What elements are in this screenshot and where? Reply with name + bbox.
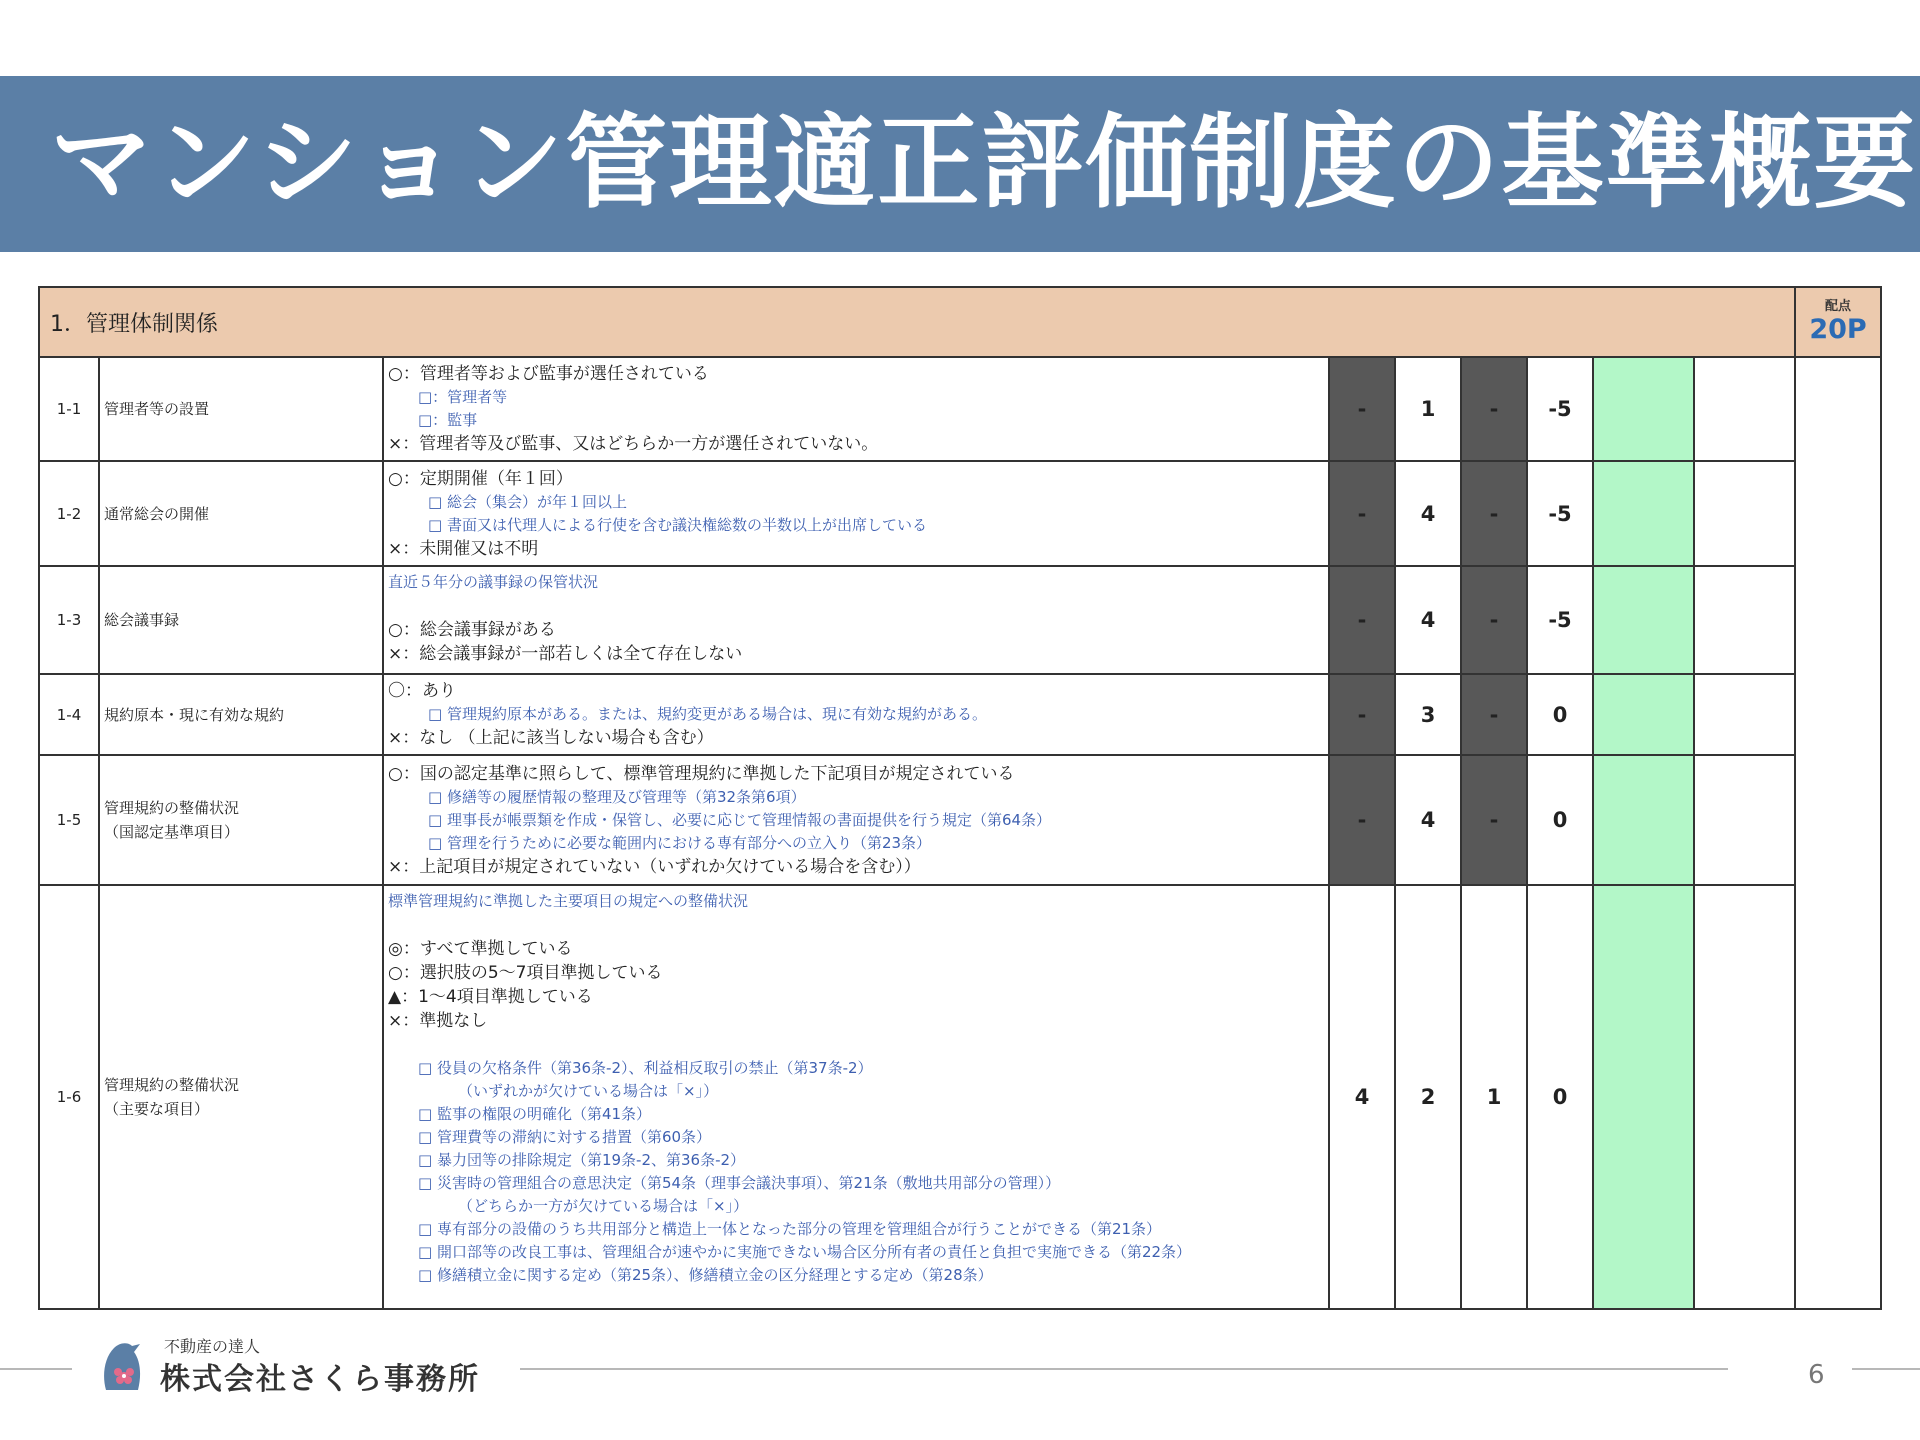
criteria-line: ×：上記項目が規定されていない（いずれか欠けている場合を含む）） bbox=[388, 856, 921, 877]
score-cell: - bbox=[1329, 674, 1395, 755]
criteria-line: ○：管理者等および監事が選任されている bbox=[388, 364, 709, 384]
criteria-row bbox=[39, 755, 1881, 885]
score-cell: - bbox=[1329, 755, 1395, 885]
criteria-table-wrap bbox=[38, 286, 1880, 1308]
criteria-line: ×：準拠なし bbox=[388, 1011, 488, 1031]
criteria-header: 標準管理規約に準拠した主要項目の規定への整備状況 bbox=[388, 892, 749, 910]
evaluation-blank-cell bbox=[1694, 885, 1795, 1309]
evaluation-blank-cell bbox=[1694, 755, 1795, 885]
score-cell: - bbox=[1461, 461, 1527, 566]
score-cell: - bbox=[1329, 357, 1395, 461]
criteria-name-cell bbox=[99, 461, 383, 566]
evaluation-blank-cell bbox=[1694, 674, 1795, 755]
score-cell: - bbox=[1461, 755, 1527, 885]
criteria-line: □ 監事の権限の明確化（第41条） bbox=[418, 1105, 652, 1123]
criteria-line: （いずれかが欠けている場合は「×」） bbox=[458, 1082, 719, 1100]
criteria-id: 1-3 bbox=[39, 566, 99, 674]
criteria-name-cell bbox=[99, 674, 383, 755]
criteria-line: □ 役員の欠格条件（第36条-2）、利益相反取引の禁止（第37条-2） bbox=[418, 1059, 873, 1077]
evaluation-green-cell bbox=[1593, 755, 1694, 885]
criteria-name: 管理者等の設置 bbox=[104, 400, 210, 418]
criteria-name-cell bbox=[99, 755, 383, 885]
criteria-detail-cell bbox=[383, 566, 1329, 674]
criteria-detail-cell bbox=[383, 461, 1329, 566]
evaluation-blank-cell bbox=[1694, 566, 1795, 674]
criteria-line: ○：総会議事録がある bbox=[388, 620, 556, 640]
criteria-name: 管理規約の整備状況 bbox=[104, 1076, 240, 1094]
points-label: 配点 bbox=[1824, 299, 1851, 314]
criteria-table bbox=[38, 286, 1882, 1310]
score-cell: -5 bbox=[1527, 566, 1593, 674]
criteria-id: 1-5 bbox=[39, 755, 99, 885]
score-cell: 1 bbox=[1395, 357, 1461, 461]
spacer bbox=[388, 594, 1324, 618]
criteria-line: □ 総会（集会）が年１回以上 bbox=[428, 492, 627, 511]
criteria-line: □：管理者等 bbox=[418, 388, 508, 406]
criteria-header: 直近５年分の議事録の保管状況 bbox=[388, 573, 599, 591]
points-value: 20P bbox=[1809, 314, 1867, 345]
footer-rule-right bbox=[1852, 1368, 1920, 1370]
evaluation-blank-cell bbox=[1694, 357, 1795, 461]
logo-subtitle: 不動産の達人 bbox=[164, 1337, 261, 1356]
criteria-line: □ 理事長が帳票類を作成・保管し、必要に応じて管理情報の書面提供を行う規定（第64条） bbox=[428, 810, 1052, 829]
score-cell: - bbox=[1329, 566, 1395, 674]
criteria-line: □ 管理を行うために必要な範囲内における専有部分への立入り（第23条） bbox=[428, 833, 932, 852]
criteria-name: 通常総会の開催 bbox=[104, 504, 210, 523]
criteria-row bbox=[39, 566, 1881, 674]
criteria-line: □ 修繕積立金に関する定め（第25条）、修繕積立金の区分経理とする定め（第28条） bbox=[418, 1266, 993, 1284]
criteria-id: 1-1 bbox=[39, 357, 99, 461]
score-cell: - bbox=[1329, 461, 1395, 566]
spacer bbox=[388, 913, 1324, 937]
score-cell: 1 bbox=[1461, 885, 1527, 1309]
score-cell: -5 bbox=[1527, 357, 1593, 461]
criteria-detail-cell bbox=[383, 674, 1329, 755]
criteria-line: 〇：あり bbox=[388, 681, 456, 701]
score-cell: 0 bbox=[1527, 674, 1593, 755]
criteria-line: □ 専有部分の設備のうち共用部分と構造上一体となった部分の管理を管理組合が行うことができる（第21条） bbox=[418, 1220, 1162, 1238]
score-cell: 4 bbox=[1395, 566, 1461, 674]
criteria-name: 規約原本・現に有効な規約 bbox=[104, 705, 285, 724]
score-cell: 3 bbox=[1395, 674, 1461, 755]
criteria-row bbox=[39, 674, 1881, 755]
criteria-row bbox=[39, 461, 1881, 566]
evaluation-blank-cell bbox=[1694, 461, 1795, 566]
score-cell: 4 bbox=[1395, 461, 1461, 566]
criteria-line: □ 管理費等の滞納に対する措置（第60条） bbox=[418, 1128, 712, 1146]
criteria-id: 1-6 bbox=[39, 885, 99, 1309]
criteria-line: ○：定期開催（年１回） bbox=[388, 468, 573, 489]
evaluation-green-cell bbox=[1593, 461, 1694, 566]
criteria-detail-cell bbox=[383, 357, 1329, 461]
section-title-cell bbox=[39, 287, 1795, 357]
section-title: 1．管理体制関係 bbox=[50, 311, 218, 337]
score-cell: - bbox=[1461, 357, 1527, 461]
criteria-line: ▲：1～4項目準拠している bbox=[388, 987, 593, 1007]
footer-rule-left bbox=[0, 1368, 72, 1370]
criteria-line: ×：管理者等及び監事、又はどちらか一方が選任されていない。 bbox=[388, 434, 879, 454]
criteria-line: （どちらか一方が欠けている場合は「×」） bbox=[458, 1197, 749, 1215]
title-bar bbox=[0, 76, 1920, 252]
company-logo bbox=[100, 1334, 530, 1397]
criteria-line: □ 管理規約原本がある。または、規約変更がある場合は、現に有効な規約がある。 bbox=[428, 705, 987, 723]
criteria-line: □ 書面又は代理人による行使を含む議決権総数の半数以上が出席している bbox=[428, 515, 927, 534]
points-column-cell bbox=[1795, 357, 1881, 1309]
score-cell: - bbox=[1461, 566, 1527, 674]
evaluation-green-cell bbox=[1593, 885, 1694, 1309]
score-cell: 4 bbox=[1329, 885, 1395, 1309]
score-cell: 0 bbox=[1527, 755, 1593, 885]
spacer bbox=[388, 1033, 1324, 1057]
score-cell: -5 bbox=[1527, 461, 1593, 566]
page-title: マンション管理適正評価制度の基準概要 bbox=[50, 104, 1918, 223]
score-cell: 2 bbox=[1395, 885, 1461, 1309]
logo-company-name: 株式会社さくら事務所 bbox=[160, 1362, 480, 1397]
criteria-line: ○：選択肢の5～7項目準拠している bbox=[388, 963, 663, 983]
criteria-name-cell bbox=[99, 357, 383, 461]
criteria-id: 1-4 bbox=[39, 674, 99, 755]
criteria-detail-cell bbox=[383, 755, 1329, 885]
criteria-name: 総会議事録 bbox=[104, 611, 180, 629]
criteria-line: ×：未開催又は不明 bbox=[388, 538, 539, 559]
criteria-name: 管理規約の整備状況 bbox=[104, 799, 240, 817]
criteria-name: （主要な項目） bbox=[104, 1100, 210, 1118]
criteria-line: □ 修繕等の履歴情報の整理及び管理等（第32条第6項） bbox=[428, 787, 806, 806]
score-cell: - bbox=[1461, 674, 1527, 755]
criteria-line: ×：総会議事録が一部若しくは全て存在しない bbox=[388, 644, 743, 664]
criteria-name-cell bbox=[99, 566, 383, 674]
evaluation-green-cell bbox=[1593, 357, 1694, 461]
criteria-line: ×：なし （上記に該当しない場合も含む） bbox=[388, 728, 714, 748]
score-cell: 4 bbox=[1395, 755, 1461, 885]
criteria-name-cell bbox=[99, 885, 383, 1309]
criteria-name: （国認定基準項目） bbox=[104, 823, 240, 841]
criteria-line: □ 暴力団等の排除規定（第19条-2、第36条-2） bbox=[418, 1151, 746, 1169]
section-header-row bbox=[39, 287, 1881, 357]
points-cell bbox=[1795, 287, 1881, 357]
criteria-line: □ 災害時の管理組合の意思決定（第54条（理事会議決事項）、第21条（敷地共用部分の管理）） bbox=[418, 1174, 1061, 1192]
page-number: 6 bbox=[1808, 1360, 1825, 1390]
criteria-detail-cell bbox=[383, 885, 1329, 1309]
criteria-line: ○：国の認定基準に照らして、標準管理規約に準拠した下記項目が規定されている bbox=[388, 763, 1015, 784]
evaluation-green-cell bbox=[1593, 674, 1694, 755]
criteria-line: □：監事 bbox=[418, 411, 478, 429]
criteria-row bbox=[39, 357, 1881, 461]
footer-rule-center bbox=[520, 1368, 1728, 1370]
criteria-line: ◎：すべて準拠している bbox=[388, 939, 573, 959]
criteria-id: 1-2 bbox=[39, 461, 99, 566]
criteria-row bbox=[39, 885, 1881, 1309]
criteria-line: □ 開口部等の改良工事は、管理組合が速やかに実施できない場合区分所有者の責任と負担で実施できる（第22条） bbox=[418, 1243, 1192, 1261]
sakura-bird-logo-icon bbox=[100, 1336, 158, 1394]
evaluation-green-cell bbox=[1593, 566, 1694, 674]
score-cell: 0 bbox=[1527, 885, 1593, 1309]
